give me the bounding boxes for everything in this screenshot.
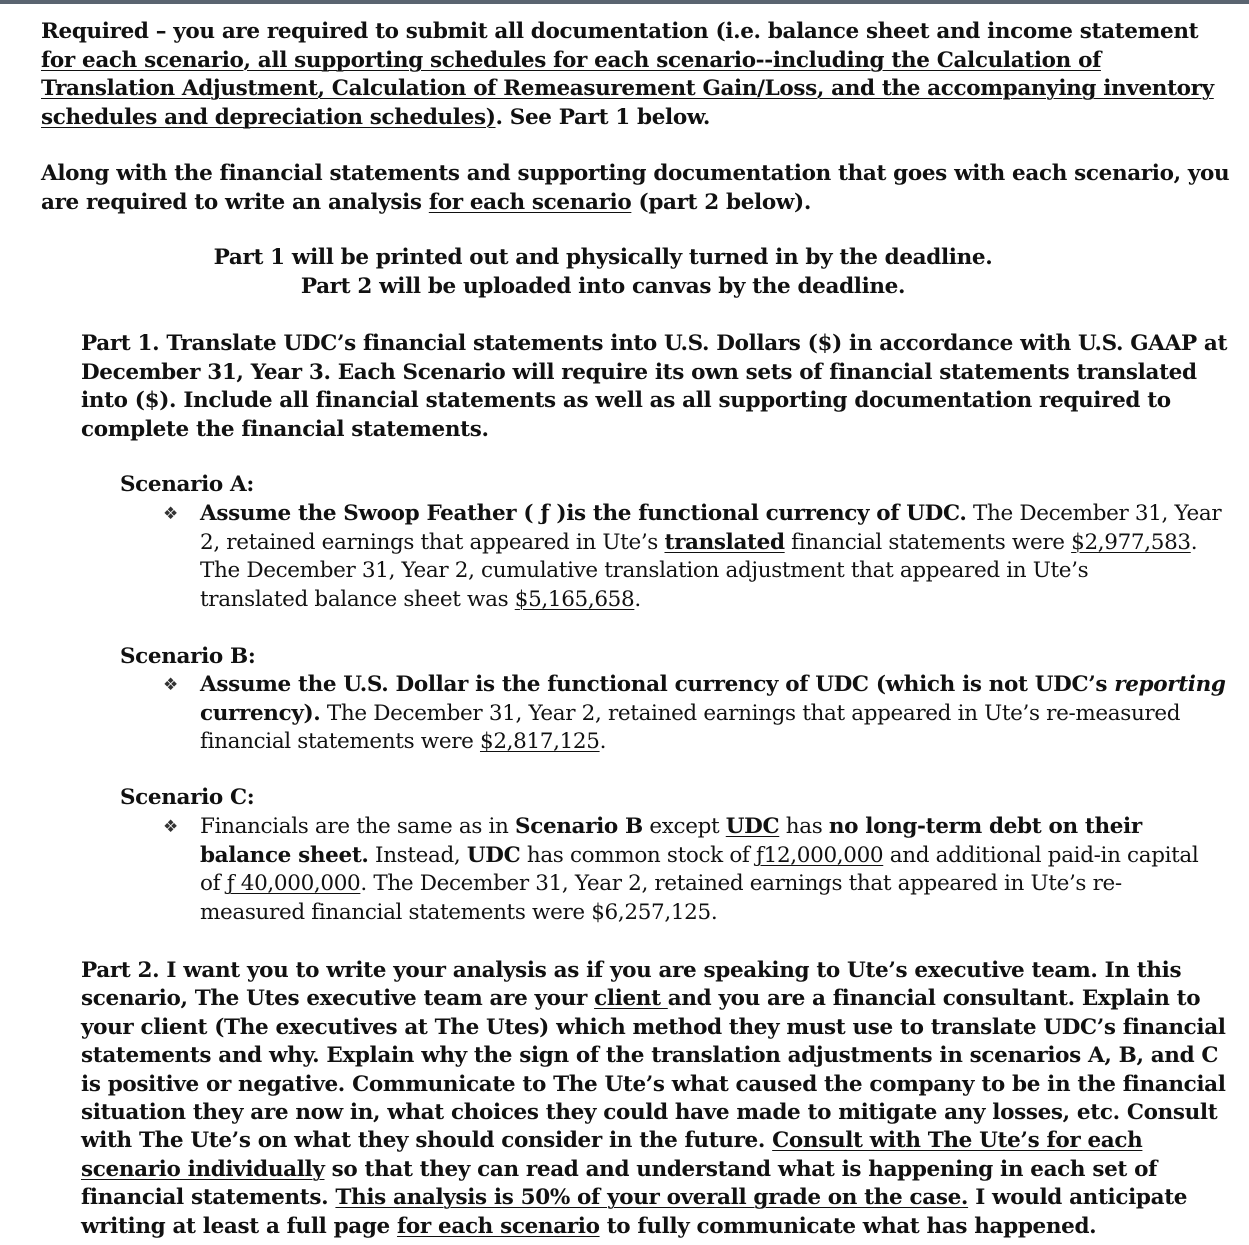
scenario-c-line: Instead, bbox=[368, 842, 467, 868]
part2-line: to fully communicate what has happened. bbox=[599, 1213, 1097, 1239]
grade-weight-text: This analysis is 50% of your overall grade on the case. bbox=[335, 1185, 969, 1211]
part1-line: complete the financial statements. bbox=[81, 416, 489, 442]
part2-line: and you are a financial consultant. Explain to bbox=[667, 986, 1201, 1012]
diamond-bullet-icon: ❖ bbox=[163, 675, 179, 695]
part1-line: into ($). Include all financial statements as well as all supporting documentation required to bbox=[81, 388, 1171, 413]
no-debt-text: no long-term debt on their bbox=[828, 814, 1142, 839]
scenario-a-line: The December 31, Year bbox=[966, 501, 1222, 526]
udc-text: UDC bbox=[725, 814, 780, 839]
scenario-c-line: measured financial statements were $6,257,125. bbox=[200, 899, 718, 925]
scenario-b-reference: Scenario B bbox=[515, 814, 643, 839]
deadlines-block bbox=[0, 244, 1206, 301]
scenario-a-line: translated balance sheet was bbox=[200, 586, 515, 612]
part2-line: I would anticipate bbox=[968, 1185, 1188, 1211]
part1-line: Part 1. Translate UDC’s financial statements into U.S. Dollars ($) in accordance with U.S. GAAP at bbox=[81, 331, 1228, 356]
retained-earnings-value: $2,817,125 bbox=[479, 729, 600, 754]
scenario-c-line: has common stock of bbox=[520, 842, 757, 868]
scenario-c-text bbox=[200, 813, 1198, 927]
consult-each-text: Consult with The Ute’s for each bbox=[772, 1128, 1143, 1154]
common-stock-value: ƒ12,000,000 bbox=[756, 842, 884, 868]
scenario-c-heading: Scenario C: bbox=[120, 785, 255, 810]
scenario-individually-text: scenario individually bbox=[81, 1156, 325, 1182]
part2-line: Part 2. I want you to write your analysis as if you are speaking to Ute’s executive team. In this bbox=[81, 958, 1182, 983]
balance-sheet-text: balance sheet. bbox=[200, 842, 369, 868]
part2-line: your client (The executives at The Utes) which method they must use to translate UDC’s financial bbox=[81, 1014, 1226, 1040]
scenario-b-assumption: Assume the U.S. Dollar is the functional currency of UDC (which is not UDC’s bbox=[200, 672, 1115, 697]
part1-paragraph bbox=[81, 330, 1227, 444]
part2-paragraph bbox=[81, 957, 1226, 1241]
period: . bbox=[599, 729, 607, 754]
scenario-c-line: . The December 31, Year 2, retained earnings that appeared in Ute’s re- bbox=[360, 871, 1122, 896]
scenario-b-text bbox=[200, 671, 1226, 757]
part2-deadline: Part 2 will be uploaded into canvas by the deadline. bbox=[300, 273, 906, 299]
scenario-c-line: Financials are the same as in bbox=[200, 814, 516, 839]
analysis-requirement-paragraph bbox=[41, 160, 1229, 217]
scenario-a-text bbox=[200, 500, 1221, 614]
requirements-line: for each scenario, all supporting schedules for each scenario--including the Calculation of bbox=[41, 47, 1101, 73]
scenario-b-line: financial statements were bbox=[200, 729, 480, 754]
udc-text: UDC bbox=[466, 842, 521, 868]
part2-line: statements and why. Explain why the sign of the translation adjustments in scenarios A, B, and C bbox=[81, 1043, 1219, 1069]
analysis-line: are required to write an analysis bbox=[41, 189, 429, 215]
diamond-bullet-icon: ❖ bbox=[163, 504, 179, 524]
requirements-line: Translation Adjustment, Calculation of Remeasurement Gain/Loss, and the accompanying inventory bbox=[41, 76, 1214, 101]
scenario-a-line: The December 31, Year 2, cumulative translation adjustment that appeared in Ute’s bbox=[200, 558, 1089, 583]
requirements-paragraph bbox=[41, 18, 1214, 132]
diamond-bullet-icon: ❖ bbox=[163, 817, 179, 837]
scenario-c-line: has bbox=[779, 814, 829, 839]
for-each-scenario-text: for each scenario bbox=[397, 1213, 600, 1239]
part2-line: so that they can read and understand what is happening in each set of bbox=[324, 1156, 1158, 1182]
apic-value: ƒ 40,000,000 bbox=[226, 871, 361, 896]
part1-line: December 31, Year 3. Each Scenario will require its own sets of financial statements translated bbox=[81, 359, 1197, 385]
scenario-a-assumption: Assume the Swoop Feather ( ƒ )is the functional currency of UDC. bbox=[200, 501, 967, 526]
translated-text: translated bbox=[664, 529, 785, 555]
part2-line: writing at least a full page bbox=[81, 1213, 398, 1239]
scenario-c-line: of bbox=[200, 871, 227, 896]
currency-text: currency). bbox=[200, 700, 321, 726]
part2-line: financial statements. bbox=[81, 1185, 336, 1211]
for-each-scenario-text: for each scenario bbox=[428, 189, 632, 215]
retained-earnings-value: $2,977,583 bbox=[1071, 529, 1191, 555]
window-top-border bbox=[0, 0, 1249, 4]
scenario-b-line: The December 31, Year 2, retained earnings that appeared in Ute’s re-measured bbox=[320, 700, 1181, 726]
scenario-a-heading: Scenario A: bbox=[120, 472, 254, 497]
part2-line: scenario, The Utes executive team are your bbox=[81, 986, 595, 1012]
scenario-b-heading: Scenario B: bbox=[120, 644, 256, 669]
translation-adjustment-value: $5,165,658 bbox=[514, 586, 635, 612]
period: . bbox=[1190, 529, 1198, 555]
part2-line: with The Ute’s on what they should consider in the future. bbox=[81, 1128, 773, 1154]
requirements-line: schedules and depreciation schedules) bbox=[41, 104, 496, 130]
period: . bbox=[634, 586, 641, 612]
part1-deadline: Part 1 will be printed out and physically turned in by the deadline. bbox=[213, 245, 993, 270]
scenario-a-line: financial statements were bbox=[784, 529, 1072, 555]
scenario-a-line: 2, retained earnings that appeared in Ute’s bbox=[200, 529, 665, 555]
client-text: client bbox=[594, 986, 668, 1012]
scenario-c-line: except bbox=[642, 814, 726, 839]
part2-line: situation they are now in, what choices they could have made to mitigate any losses, etc. Consult bbox=[81, 1100, 1218, 1126]
part2-line: is positive or negative. Communicate to The Ute’s what caused the company to be in the financial bbox=[81, 1071, 1226, 1097]
analysis-line: Along with the financial statements and supporting documentation that goes with each scenario, you bbox=[41, 161, 1230, 186]
scenario-c-line: and additional paid-in capital bbox=[883, 842, 1199, 868]
analysis-line-tail: (part 2 below). bbox=[631, 189, 811, 215]
requirements-line-tail: . See Part 1 below. bbox=[495, 104, 710, 130]
reporting-text: reporting bbox=[1114, 672, 1226, 697]
requirements-line: Required – you are required to submit all documentation (i.e. balance sheet and income statement bbox=[41, 19, 1199, 44]
